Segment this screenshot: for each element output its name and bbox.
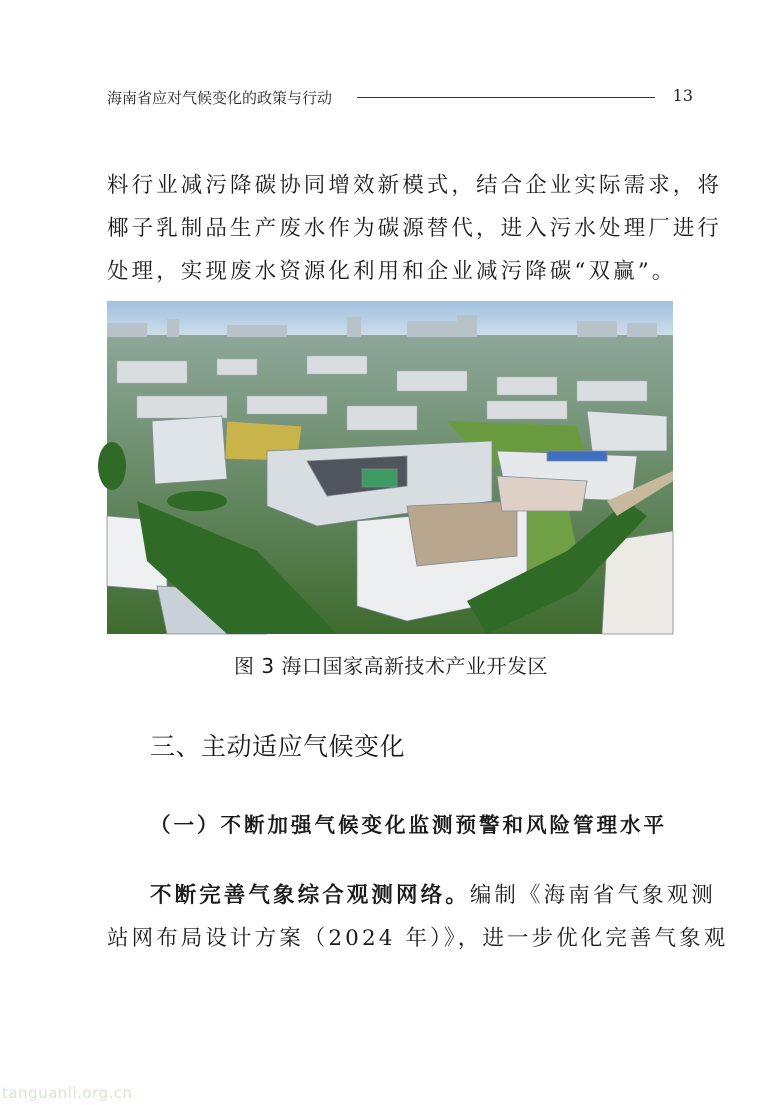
body-line: 站网布局设计方案（2024 年）》，进一步优化完善气象观 [107, 926, 729, 951]
page-number: 13 [672, 86, 693, 105]
header-rule [357, 97, 655, 98]
watermark: tanguanli.org.cn [2, 1084, 133, 1102]
subsection-heading: （一）不断加强气候变化监测预警和风险管理水平 [150, 813, 667, 837]
bold-lead: 不断完善气象综合观测网络。 [150, 883, 470, 908]
section-heading: 三、主动适应气候变化 [150, 732, 406, 761]
body-line: 料行业减污降碳协同增效新模式，结合企业实际需求，将 [107, 173, 723, 198]
body-line: 椰子乳制品生产废水作为碳源替代，进入污水处理厂进行 [107, 216, 723, 241]
body-run: 编制《海南省气象观测 [469, 883, 716, 908]
body-line: 处理，实现废水资源化利用和企业减污降碳“双赢”。 [107, 259, 677, 284]
running-header [107, 85, 693, 109]
figure-caption: 图 3 海口国家高新技术产业开发区 [234, 654, 548, 678]
header-title: 海南省应对气候变化的政策与行动 [107, 89, 333, 107]
body-line [107, 874, 716, 917]
aerial-photo [107, 301, 673, 634]
